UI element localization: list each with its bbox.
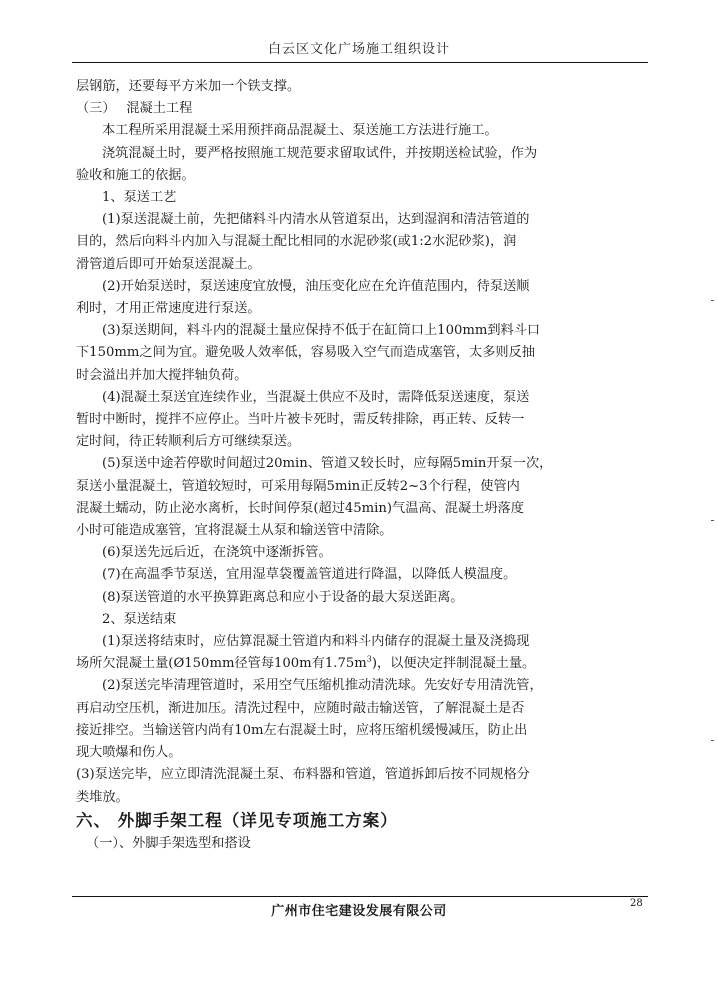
scan-edge-mark xyxy=(711,740,714,741)
paragraph-line: 现大喷爆和伤人。 xyxy=(76,745,182,761)
paragraph-line: 混凝土蠕动，防止泌水离析，长时间停泵(超过45min)气温高、混凝土坍落度 xyxy=(76,500,524,516)
document-body xyxy=(76,76,644,855)
paragraph-line: 泵送小量混凝土，管道较短时，可采用每隔5min正反转2~3个行程，使管内 xyxy=(76,478,520,494)
paragraph-line: 定时间，待正转顺利后方可继续泵送。 xyxy=(76,434,301,450)
paragraph-line: 类堆放。 xyxy=(76,789,129,805)
paragraph-fragment: 场所欠混凝土量(Ø150mm径管每100m有1.75m xyxy=(76,656,367,672)
paragraph-line: 滑管道后即可开始泵送混凝土。 xyxy=(76,256,261,272)
section-heading-concrete: （三） 混凝土工程 xyxy=(76,101,193,117)
paragraph-line xyxy=(76,653,644,675)
paragraph-line: 暂时中断时，搅拌不应停止。当叶片被卡死时，需反转排除，再正转、反转一 xyxy=(76,412,525,428)
paragraph-line: 利时，才用正常速度进行泵送。 xyxy=(76,301,261,317)
paragraph-line: (4)混凝土泵送宜连续作业，当混凝土供应不及时，需降低泵送速度，泵送 xyxy=(102,389,530,405)
page-number: 28 xyxy=(630,898,643,909)
scan-edge-mark xyxy=(711,300,714,301)
subsection-heading: （一）、外脚手架选型和搭设 xyxy=(86,835,251,851)
paragraph: (6)泵送先远后近，在浇筑中逐渐拆管。 xyxy=(102,545,332,561)
paragraph-continuation: 层钢筋，还要每平方米加一个铁支撑。 xyxy=(76,79,301,94)
paragraph-line: (3)泵送期间，料斗内的混凝土量应保持不低于在缸筒口上100mm到料斗口 xyxy=(102,323,541,339)
paragraph-line: (2)开始泵送时，泵送速度宜放慢，油压变化应在允许值范围内，待泵送顺 xyxy=(102,278,530,294)
subheading-pumping-process: 1、泵送工艺 xyxy=(102,190,177,206)
paragraph-line: 再启动空压机，渐进加压。清洗过程中，应随时敲击输送管，了解混凝土是否 xyxy=(76,700,525,716)
paragraph-line: 小时可能造成塞管，宜将混凝土从泵和输送管中清除。 xyxy=(76,523,393,539)
subheading-pumping-end: 2、泵送结束 xyxy=(102,611,177,627)
paragraph: (7)在高温季节泵送，宜用湿草袋覆盖管道进行降温，以降低人模温度。 xyxy=(102,567,517,583)
footer-company-name: 广州市住宅建设发展有限公司 xyxy=(271,904,447,919)
paragraph: 本工程所采用混凝土采用预拌商品混凝土、泵送施工方法进行施工。 xyxy=(102,123,498,139)
page-header-title: 白云区文化广场施工组织设计 xyxy=(267,42,450,57)
paragraph-line: 下150mm之间为宜。避免吸人效率低，容易吸入空气而造成塞管，太多则反抽 xyxy=(76,345,535,361)
footer-rule xyxy=(72,896,648,897)
scan-edge-mark xyxy=(711,520,714,521)
paragraph-line: (1)泵送将结束时，应估算混凝土管道内和料斗内储存的混凝土量及浇捣现 xyxy=(102,634,530,650)
superscript: 3 xyxy=(366,654,372,664)
paragraph-line: (1)泵送混凝土前，先把储料斗内清水从管道泵出，达到湿润和清洁管道的 xyxy=(102,212,530,228)
paragraph-fragment: )，以便决定拌制混凝土量。 xyxy=(371,656,536,672)
paragraph-line: 时会溢出并加大搅拌轴负荷。 xyxy=(76,367,248,383)
section-heading-scaffolding: 六、 外脚手架工程（详见专项施工方案） xyxy=(76,810,398,830)
paragraph-line: 验收和施工的依据。 xyxy=(76,167,195,183)
paragraph-line: (5)泵送中途若停歇时间超过20min、管道又较长时，应每隔5min开泵一次， xyxy=(102,456,553,472)
paragraph-line: (2)泵送完毕清理管道时，采用空气压缩机推动清洗球。先安好专用清洗管， xyxy=(102,678,543,694)
paragraph-line: 浇筑混凝土时，要严格按照施工规范要求留取试件，并按期送检试验，作为 xyxy=(102,145,538,161)
paragraph-line: 接近排空。当输送管内尚有10m左右混凝土时，应将压缩机缓慢减压，防止出 xyxy=(76,722,528,738)
header-rule xyxy=(72,62,648,63)
paragraph-line: 目的，然后向料斗内加入与混凝土配比相同的水泥砂浆(或1:2水泥砂浆)，润 xyxy=(76,234,517,250)
paragraph-line: (3)泵送完毕，应立即清洗混凝土泵、布料器和管道，管道拆卸后按不同规格分 xyxy=(76,767,530,783)
paragraph: (8)泵送管道的水平换算距离总和应小于设备的最大泵送距离。 xyxy=(102,589,464,605)
